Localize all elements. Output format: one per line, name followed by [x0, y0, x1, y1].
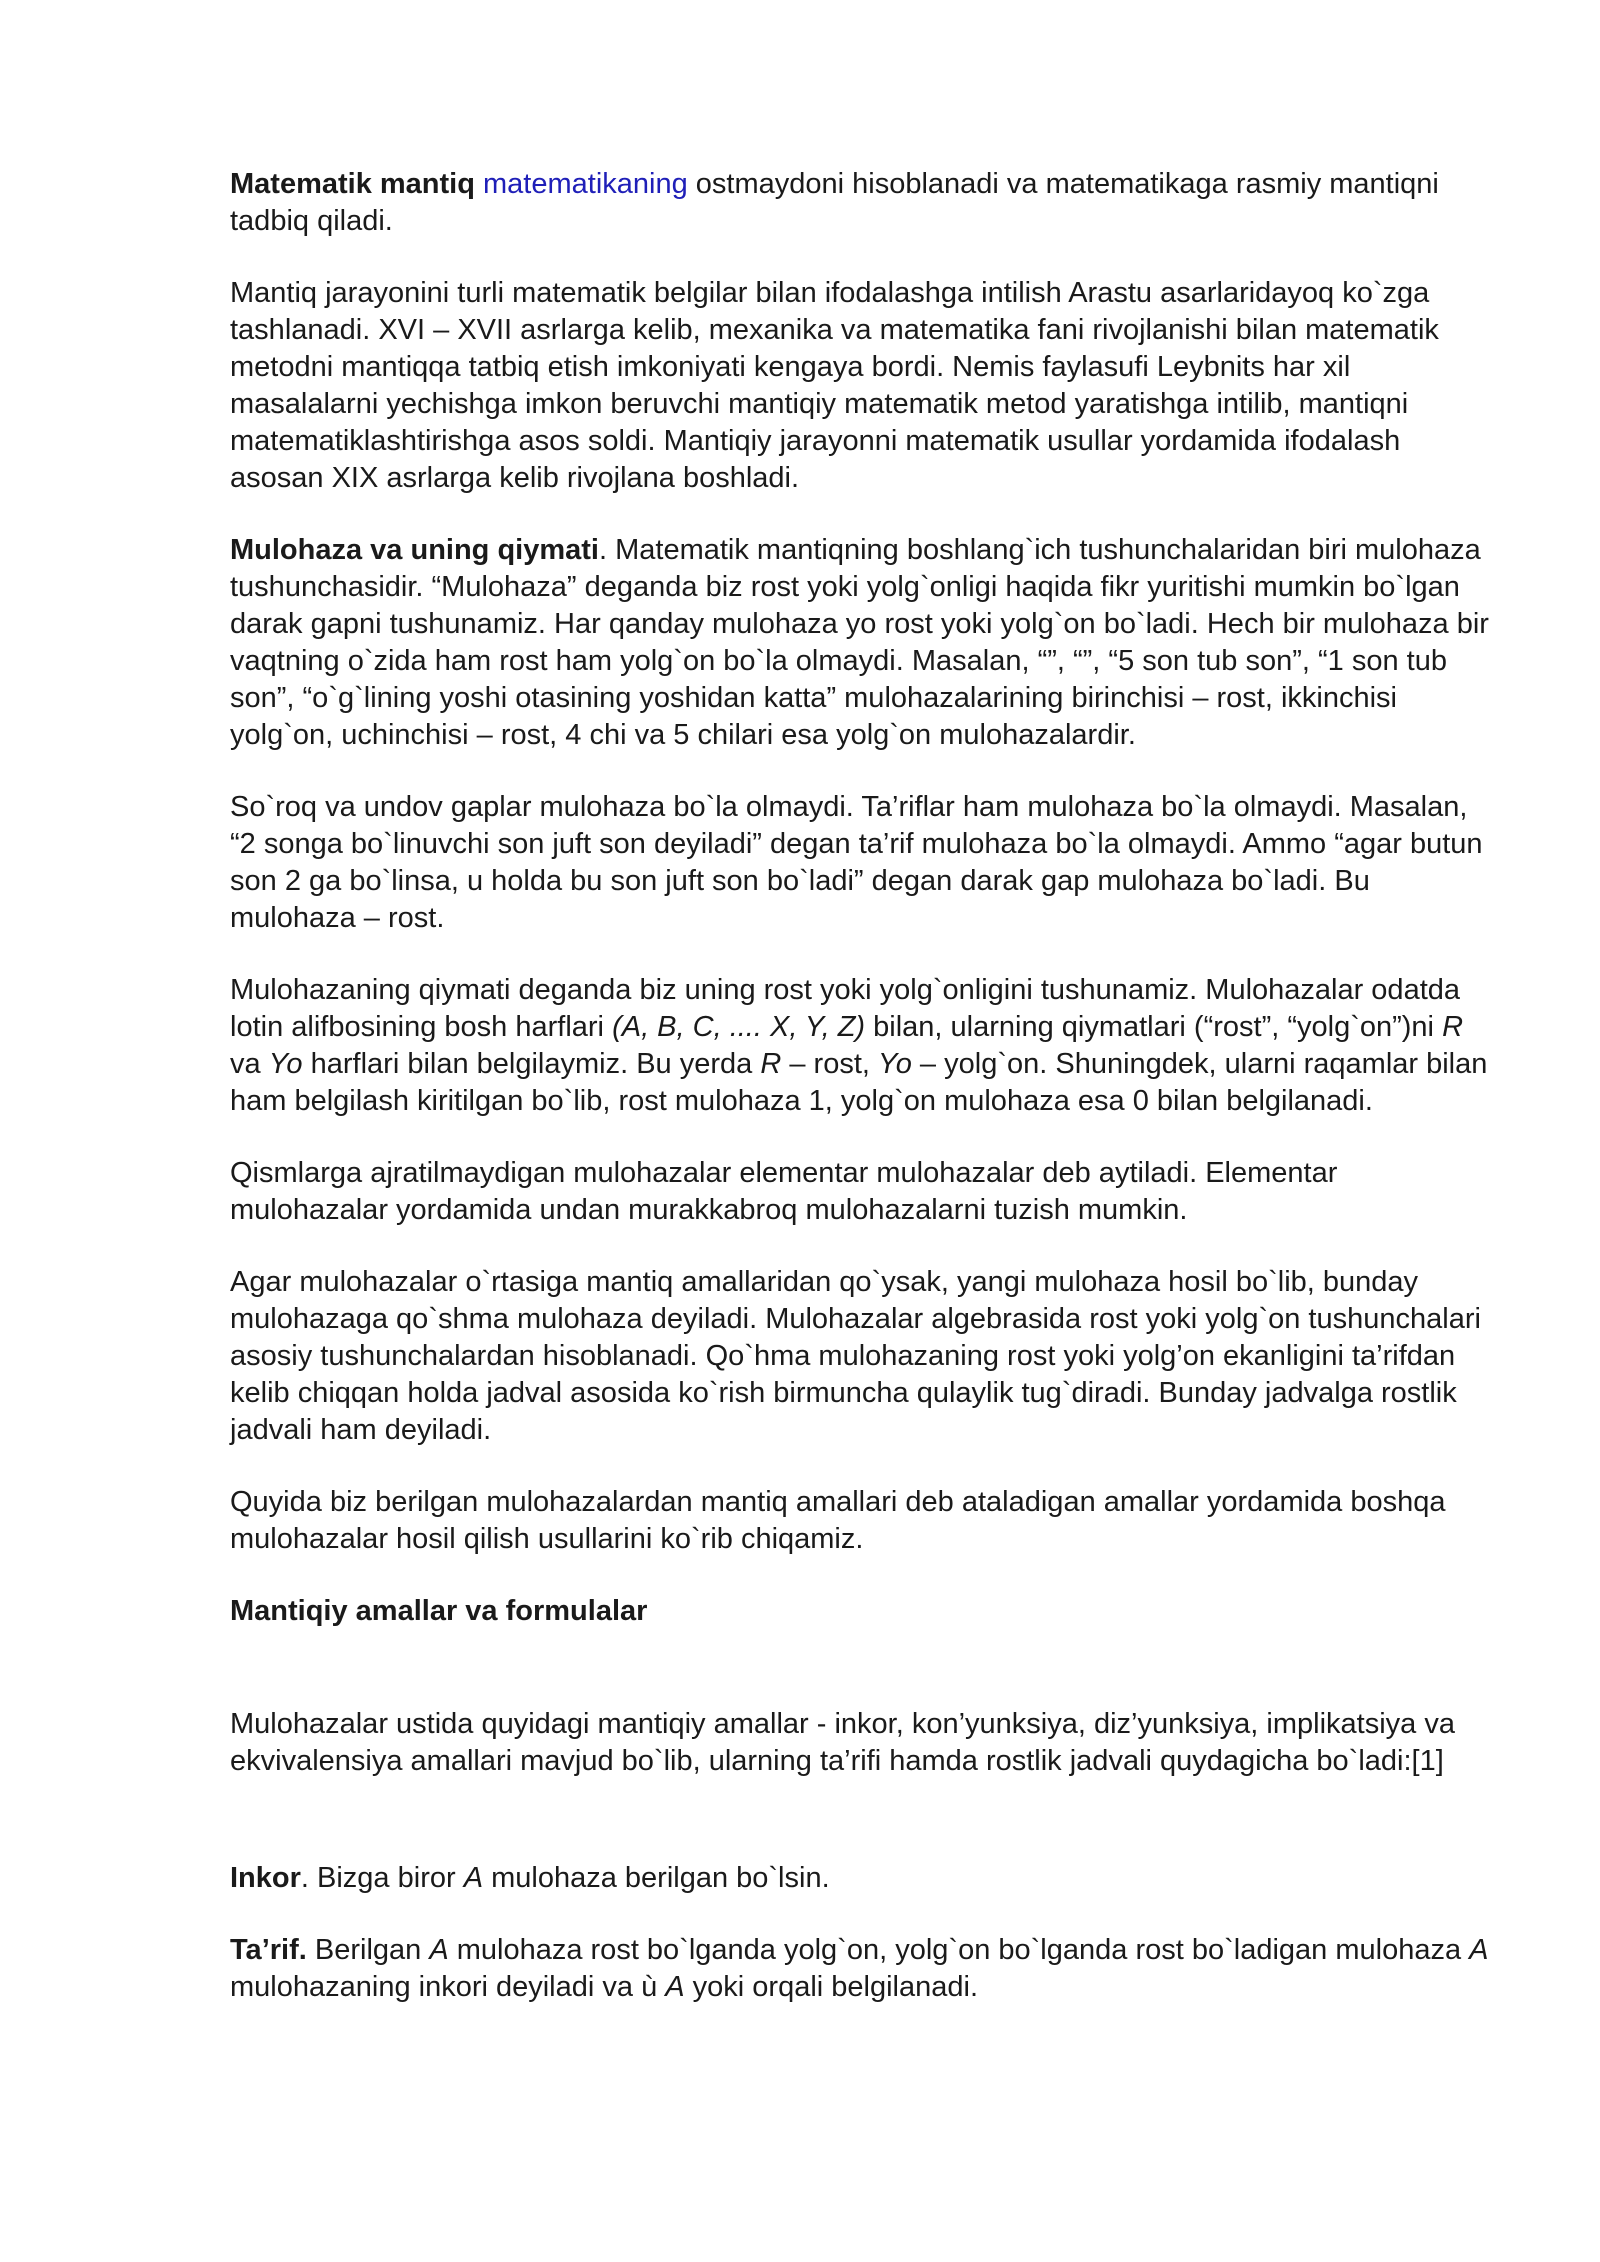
text-run: Mulohazaning qiymati deganda biz uning rost yoki yolg`onligini tushunamiz. Mulohazalar odatda lotin alifbosining bosh harflari [230, 974, 1461, 1043]
italic-run: R [760, 1048, 782, 1080]
text-run: harflari bilan belgilaymiz. Bu yerda [302, 1048, 761, 1080]
intro-paragraph [230, 166, 1500, 240]
term-inkor: Inkor [230, 1862, 301, 1894]
text-run: mulohazaning inkori deyiladi va ù [230, 1971, 666, 2003]
quyida-paragraph: Quyida biz berilgan mulohazalardan mantiq amallari deb ataladigan amallar yordamida boshqa mulohazalar hosil qilish usullarini ko`rib chiqamiz. [230, 1486, 1446, 1555]
italic-run: Yo [878, 1048, 912, 1080]
text-run: va [230, 1048, 269, 1080]
mulohaza-paragraph [230, 532, 1500, 754]
text-run: – yolg`on. Shuningdek, ularni raqamlar bilan ham belgilash kiritilgan bo`lib, rost mulohaza 1, yolg`on mulohaza esa 0 bilan belgilanadi. [230, 1048, 1488, 1117]
italic-run: A [429, 1934, 449, 1966]
text-run: bilan, ularning qiymatlari (“rost”, “yolg`on”)ni [865, 1011, 1443, 1043]
inkor-paragraph [230, 1860, 1500, 1897]
heading-text: Mantiqiy amallar va formulalar [230, 1595, 648, 1627]
amallar-paragraph: Mulohazalar ustida quyidagi mantiqiy amallar - inkor, kon’yunksiya, diz’yunksiya, implikatsiya va ekvivalensiya amallari mavjud bo`lib, ularning ta’rifi hamda rostlik jadvali quydagicha bo`ladi:[1] [230, 1708, 1455, 1777]
term-matematik-mantiq: Matematik mantiq [230, 168, 475, 200]
elementar-paragraph: Qismlarga ajratilmaydigan mulohazalar elementar mulohazalar deb aytiladi. Elementar mulohazalar yordamida undan murakkabroq mulohazalarni tuzish mumkin. [230, 1157, 1338, 1226]
text-run: yoki orqali belgilanadi. [684, 1971, 979, 2003]
text-run: . Bizga biror [300, 1862, 464, 1894]
tarif-paragraph [230, 1932, 1500, 2006]
italic-run: Yo [268, 1048, 303, 1080]
mulohaza-text: . Matematik mantiqning boshlang`ich tushunchalaridan biri mulohaza tushunchasidir. “Mulohaza” deganda biz rost yoki yolg`onligi haqida fikr yuritishi mumkin bo`lgan darak gapni tushunamiz. Har qanday mulohaza yo rost yoki yolg`on bo`ladi. Hech bir mulohaza bir vaqtning o`zida ham rost ham yolg`on bo`la olmaydi. Masalan, “”, “”, “5 son tub son”, “1 son tub son”, “o`g`lining yoshi otasining yoshidan katta” mulohazalarining birinchisi – rost, ikkinchisi yolg`on, uchinchisi – rost, 4 chi va 5 chilari esa yolg`on mulohazalardir. [230, 534, 1489, 751]
matematikaning-link[interactable]: matematikaning [483, 168, 688, 200]
soroq-paragraph: So`roq va undov gaplar mulohaza bo`la olmaydi. Ta’riflar ham mulohaza bo`la olmaydi. Masalan, “2 songa bo`linuvchi son juft son deyiladi” degan ta’rif mulohaza bo`la olmaydi. Ammo “agar butun son 2 ga bo`linsa, u holda bu son juft son bo`ladi” degan darak gap mulohaza bo`ladi. Bu mulohaza – rost. [230, 791, 1483, 934]
text-run: – rost, [781, 1048, 878, 1080]
qoshma-paragraph: Agar mulohazalar o`rtasiga mantiq amallaridan qo`ysak, yangi mulohaza hosil bo`lib, bunday mulohazaga qo`shma mulohaza deyiladi. Mulohazalar algebrasida rost yoki yolg`on tushunchalari asosiy tushunchalardan hisoblanadi. Qo`hma mulohazaning rost yoki yolg’on ekanligini ta’rifdan kelib chiqqan holda jadval asosida ko`rish birmuncha qulaylik tug`diradi. Bunday jadvalga rostlik jadvali ham deyiladi. [230, 1266, 1481, 1446]
intro-text: ostmaydoni hisoblanadi va matematikaga rasmiy mantiqni tadbiq qiladi. [230, 168, 1439, 237]
history-paragraph: Mantiq jarayonini turli matematik belgilar bilan ifodalashga intilish Arastu asarlaridayoq ko`zga tashlanadi. XVI – XVII asrlarga kelib, mexanika va matematika fani rivojlanishi bilan matematik metodni mantiqqa tatbiq etish imkoniyati kengaya bordi. Nemis faylasufi Leybnits har xil masalalarni yechishga imkon beruvchi mantiqiy matematik metod yaratishga intilib, mantiqni matematiklashtirishga asos soldi. Mantiqiy jarayonni matematik usullar yordamida ifodalash asosan XIX asrlarga kelib rivojlana boshladi. [230, 277, 1439, 494]
term-mulohaza-qiymati: Mulohaza va uning qiymati [230, 534, 599, 566]
qiymat-paragraph [230, 972, 1500, 1120]
text-run: mulohaza berilgan bo`lsin. [483, 1862, 830, 1894]
italic-run: A [463, 1862, 484, 1894]
text-run: mulohaza rost bo`lganda yolg`on, yolg`on bo`lganda rost bo`ladigan mulohaza [448, 1934, 1470, 1966]
italic-run: (A, B, C, .... X, Y, Z) [612, 1011, 866, 1043]
italic-run: R [1442, 1011, 1464, 1043]
italic-run: A [1469, 1934, 1489, 1966]
section-heading [230, 1593, 1500, 1630]
term-tarif: Ta’rif. [230, 1934, 307, 1966]
text-run: Berilgan [306, 1934, 430, 1966]
italic-run: A [665, 1971, 685, 2003]
document-page [230, 166, 1500, 2041]
